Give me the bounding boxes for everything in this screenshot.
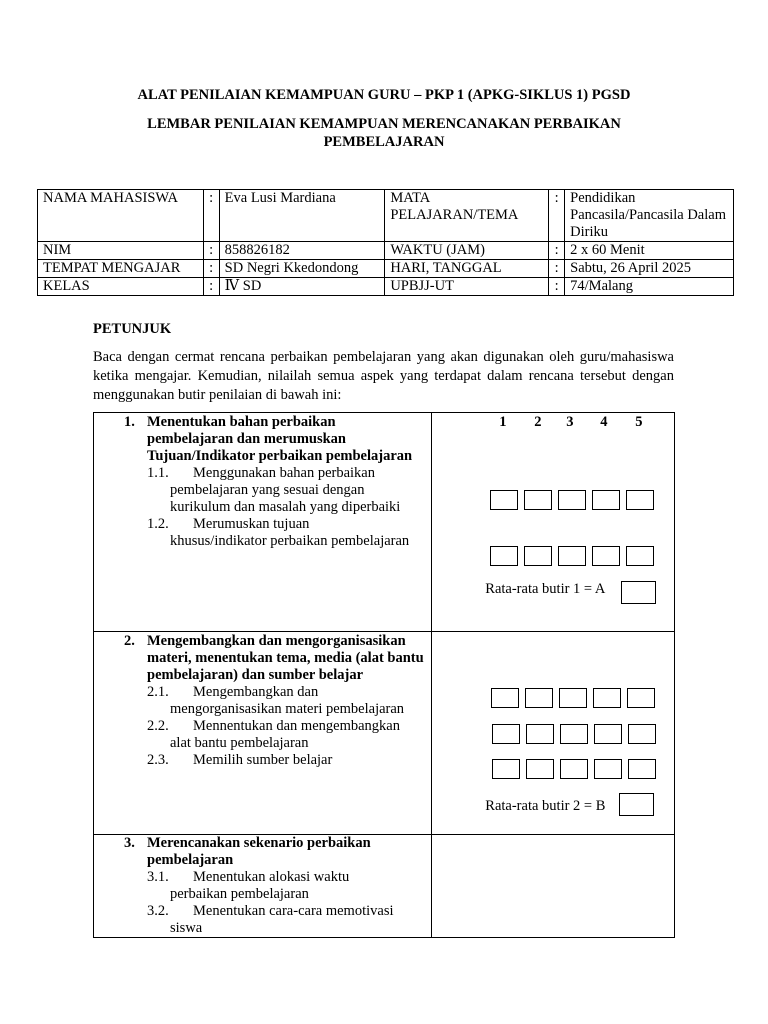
score-box[interactable] bbox=[626, 546, 654, 566]
score-box[interactable] bbox=[526, 724, 554, 744]
item-3-description bbox=[94, 835, 432, 938]
score-box[interactable] bbox=[560, 759, 588, 779]
label-tempat-mengajar: TEMPAT MENGAJAR bbox=[38, 260, 204, 278]
scale-label: 4 bbox=[600, 414, 608, 430]
sub-item-number: 3.1. bbox=[147, 869, 169, 885]
value-nama-mahasiswa: Eva Lusi Mardiana bbox=[219, 190, 385, 242]
label-nama-mahasiswa: NAMA MAHASISWA bbox=[38, 190, 204, 242]
score-box[interactable] bbox=[526, 759, 554, 779]
item-title: Merencanakan sekenario perbaikan pembelajaran bbox=[147, 835, 371, 868]
colon: : bbox=[203, 190, 219, 242]
identity-table bbox=[37, 189, 734, 296]
sub-item-number: 2.1. bbox=[147, 684, 169, 700]
colon: : bbox=[549, 278, 565, 296]
sub-item bbox=[94, 516, 431, 533]
score-box[interactable] bbox=[627, 688, 655, 708]
sub-item-number: 3.2. bbox=[147, 903, 169, 919]
label-nim: NIM bbox=[38, 242, 204, 260]
sub-item-text: siswa bbox=[170, 920, 203, 936]
scale-label: 1 bbox=[499, 414, 507, 430]
assessment-table bbox=[93, 412, 675, 938]
sub-item-number: 2.3. bbox=[147, 752, 169, 768]
sub-item-text: Menentukan cara-cara memotivasi bbox=[193, 903, 394, 919]
item-title: Menentukan bahan perbaikan pembelajaran dan merumuskan Tujuan/Indikator perbaikan pembelajaran bbox=[147, 414, 413, 464]
item-number: 3. bbox=[124, 835, 135, 851]
average-label: Rata-rata butir 1 = A bbox=[485, 581, 606, 597]
score-box[interactable] bbox=[524, 490, 552, 510]
score-box[interactable] bbox=[524, 546, 552, 566]
label-upbjj: UPBJJ-UT bbox=[385, 278, 549, 296]
table-row bbox=[38, 242, 734, 260]
item-title: Mengembangkan dan mengorganisasikan materi, menentukan tema, media (alat bantu pembelajaran) dan sumber belajar bbox=[147, 633, 424, 683]
table-row bbox=[38, 260, 734, 278]
colon: : bbox=[549, 260, 565, 278]
sub-item bbox=[94, 752, 431, 769]
document-title: ALAT PENILAIAN KEMAMPUAN GURU – PKP 1 (APKG-SIKLUS 1) PGSD bbox=[137, 87, 631, 103]
table-row bbox=[94, 632, 675, 835]
sub-item bbox=[94, 684, 431, 701]
colon: : bbox=[549, 190, 565, 242]
sub-item-text: pembelajaran yang sesuai dengan kurikulum dan masalah yang diperbaiki bbox=[170, 482, 401, 515]
table-row bbox=[94, 413, 675, 632]
score-box[interactable] bbox=[491, 688, 519, 708]
sub-item-text: alat bantu pembelajaran bbox=[170, 735, 309, 751]
sub-item-number: 1.2. bbox=[147, 516, 169, 532]
value-waktu: 2 x 60 Menit bbox=[565, 242, 734, 260]
sub-item-text: Menggunakan bahan perbaikan bbox=[193, 465, 375, 481]
sub-item-text: Mennentukan dan mengembangkan bbox=[193, 718, 400, 734]
score-box[interactable] bbox=[558, 546, 586, 566]
score-box[interactable] bbox=[626, 490, 654, 510]
average-label: Rata-rata butir 2 = B bbox=[485, 798, 606, 814]
scale-label: 5 bbox=[635, 414, 643, 430]
score-box[interactable] bbox=[628, 759, 656, 779]
document-subtitle: LEMBAR PENILAIAN KEMAMPUAN MERENCANAKAN PERBAIKAN PEMBELAJARAN bbox=[147, 116, 621, 150]
item-2-description bbox=[94, 632, 432, 835]
sub-item-number: 2.2. bbox=[147, 718, 169, 734]
petunjuk-text: Baca dengan cermat rencana perbaikan pembelajaran yang akan digunakan oleh guru/mahasiswa ketika mengajar. Kemudian, nilailah semua aspek yang terdapat dalam rencana tersebut dengan menggunakan butir penilaian di bawah ini: bbox=[93, 349, 674, 403]
sub-item bbox=[94, 903, 431, 920]
sub-item-text: Mengembangkan dan bbox=[193, 684, 319, 700]
score-box[interactable] bbox=[525, 688, 553, 708]
score-box[interactable] bbox=[492, 724, 520, 744]
score-box[interactable] bbox=[593, 688, 621, 708]
score-box[interactable] bbox=[558, 490, 586, 510]
item-number: 1. bbox=[124, 414, 135, 430]
sub-item-text: Memilih sumber belajar bbox=[193, 752, 333, 768]
sub-item-text: khusus/indikator perbaikan pembelajaran bbox=[170, 533, 410, 549]
score-box[interactable] bbox=[490, 490, 518, 510]
label-kelas: KELAS bbox=[38, 278, 204, 296]
average-box[interactable] bbox=[621, 581, 656, 604]
scale-label: 2 bbox=[534, 414, 542, 430]
colon: : bbox=[203, 278, 219, 296]
sub-item-text: mengorganisasikan materi pembelajaran bbox=[170, 701, 405, 717]
label-hari-tanggal: HARI, TANGGAL bbox=[385, 260, 549, 278]
value-kelas: Ⅳ SD bbox=[219, 278, 385, 296]
sub-item-text: perbaikan pembelajaran bbox=[170, 886, 309, 902]
scale-label: 3 bbox=[566, 414, 574, 430]
sub-item bbox=[94, 718, 431, 735]
sub-item bbox=[94, 465, 431, 482]
score-box[interactable] bbox=[490, 546, 518, 566]
item-1-scores bbox=[432, 413, 675, 632]
score-box[interactable] bbox=[594, 724, 622, 744]
item-1-header bbox=[94, 414, 431, 465]
sub-item-number: 1.1. bbox=[147, 465, 169, 481]
colon: : bbox=[549, 242, 565, 260]
score-box[interactable] bbox=[594, 759, 622, 779]
average-box[interactable] bbox=[619, 793, 654, 816]
sub-item-text: Merumuskan tujuan bbox=[193, 516, 310, 532]
score-box[interactable] bbox=[592, 490, 620, 510]
score-box[interactable] bbox=[628, 724, 656, 744]
colon: : bbox=[203, 260, 219, 278]
value-nim: 858826182 bbox=[219, 242, 385, 260]
item-1-description bbox=[94, 413, 432, 632]
item-number: 2. bbox=[124, 633, 135, 649]
score-box[interactable] bbox=[492, 759, 520, 779]
colon: : bbox=[203, 242, 219, 260]
item-3-scores bbox=[432, 835, 675, 938]
value-hari-tanggal: Sabtu, 26 April 2025 bbox=[565, 260, 734, 278]
item-2-header bbox=[94, 633, 431, 684]
value-tempat-mengajar: SD Negri Kkedondong bbox=[219, 260, 385, 278]
petunjuk-heading: PETUNJUK bbox=[93, 321, 172, 337]
value-upbjj: 74/Malang bbox=[565, 278, 734, 296]
table-row bbox=[38, 278, 734, 296]
table-row bbox=[38, 190, 734, 242]
score-box[interactable] bbox=[592, 546, 620, 566]
value-mata-pelajaran: Pendidikan Pancasila/Pancasila Dalam Diriku bbox=[565, 190, 734, 242]
item-3-header bbox=[94, 835, 431, 869]
score-box[interactable] bbox=[559, 688, 587, 708]
label-waktu: WAKTU (JAM) bbox=[385, 242, 549, 260]
sub-item-text: Menentukan alokasi waktu bbox=[193, 869, 350, 885]
sub-item bbox=[94, 869, 431, 886]
item-2-scores bbox=[432, 632, 675, 835]
score-box[interactable] bbox=[560, 724, 588, 744]
table-row bbox=[94, 835, 675, 938]
label-mata-pelajaran: MATA PELAJARAN/TEMA bbox=[385, 190, 549, 242]
